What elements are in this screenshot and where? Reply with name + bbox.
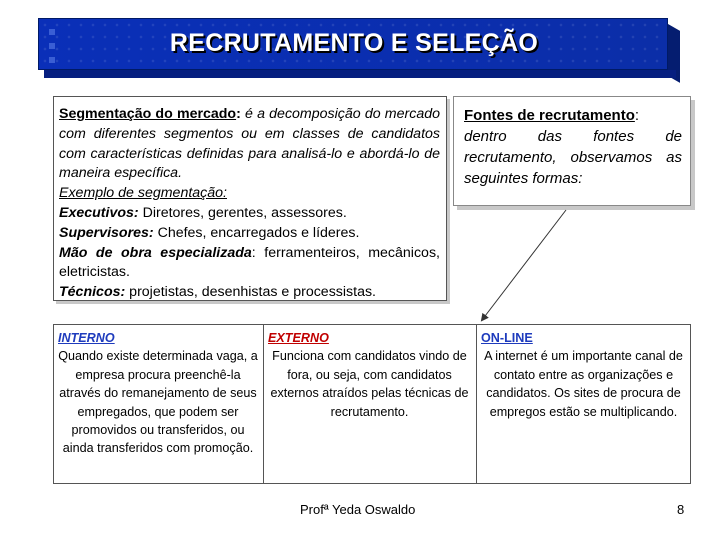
footer-author: Profª Yeda Oswaldo bbox=[300, 502, 416, 517]
sources-colon: : bbox=[634, 107, 640, 124]
column-text-externo: Funciona com candidatos vindo de fora, ou seja, com candidatos externos atraídos pelas técnicas de recrutamento. bbox=[270, 349, 469, 419]
segmentation-item-label: Executivos: bbox=[59, 204, 139, 221]
column-interno bbox=[54, 325, 262, 483]
segmentation-item-supervisores bbox=[59, 224, 440, 244]
segmentation-item-mao-de-obra bbox=[59, 244, 440, 284]
page-number: 8 bbox=[677, 502, 685, 517]
segmentation-term: Segmentação do mercado bbox=[59, 106, 237, 122]
sources-text: dentro das fontes de recrutamento, observamos as seguintes formas: bbox=[464, 128, 682, 187]
segmentation-colon: : bbox=[236, 106, 241, 122]
column-online bbox=[476, 325, 690, 483]
slide-title: RECRUTAMENTO E SELEÇÃO bbox=[169, 29, 539, 57]
segmentation-item-text: projetistas, desenhistas e processistas. bbox=[125, 284, 377, 301]
recruitment-sources-box bbox=[453, 96, 691, 206]
segmentation-item-text: : ferramenteiros, mecânicos, eletricistas. bbox=[59, 244, 440, 281]
column-heading-externo: EXTERNO bbox=[268, 331, 329, 345]
segmentation-item-text: Chefes, encarregados e líderes. bbox=[153, 224, 360, 241]
segmentation-item-label: Supervisores: bbox=[59, 224, 154, 241]
segmentation-example-label: Exemplo de segmentação: bbox=[59, 185, 227, 202]
column-text-interno: Quando existe determinada vaga, a empresa procura preenchê-la através do remanejamento de seus empregados, que podem ser promovidos ou transferidos, ou ainda transferidos com promoção. bbox=[58, 349, 258, 456]
segmentation-item-label: Técnicos: bbox=[59, 284, 126, 301]
sources-text-block bbox=[464, 105, 682, 189]
segmentation-box bbox=[53, 96, 447, 301]
recruitment-types-table bbox=[53, 324, 691, 484]
segmentation-definition bbox=[59, 105, 440, 184]
sources-term: Fontes de recrutamento bbox=[464, 107, 635, 124]
arrow-line bbox=[482, 210, 566, 320]
title-banner bbox=[38, 18, 682, 80]
segmentation-definition-text: é a decomposição do mercado com diferentes segmentos ou em classes de candidatos com características definidas para analisá-lo e abordá-lo de maneira específica. bbox=[59, 106, 440, 182]
segmentation-item-label: Mão de obra especializada bbox=[59, 244, 252, 261]
segmentation-item-executivos bbox=[59, 204, 440, 224]
column-externo bbox=[263, 325, 475, 483]
column-heading-interno: INTERNO bbox=[58, 331, 115, 345]
banner-bottom-face bbox=[44, 70, 676, 78]
segmentation-item-text: Diretores, gerentes, assessores. bbox=[138, 204, 347, 221]
banner-front-face bbox=[38, 18, 668, 70]
column-heading-online: ON-LINE bbox=[481, 331, 533, 345]
segmentation-item-tecnicos bbox=[59, 283, 440, 303]
column-text-online: A internet é um importante canal de contato entre as organizações e candidatos. Os sites de procura de empregos estão se multiplicando. bbox=[484, 349, 683, 419]
